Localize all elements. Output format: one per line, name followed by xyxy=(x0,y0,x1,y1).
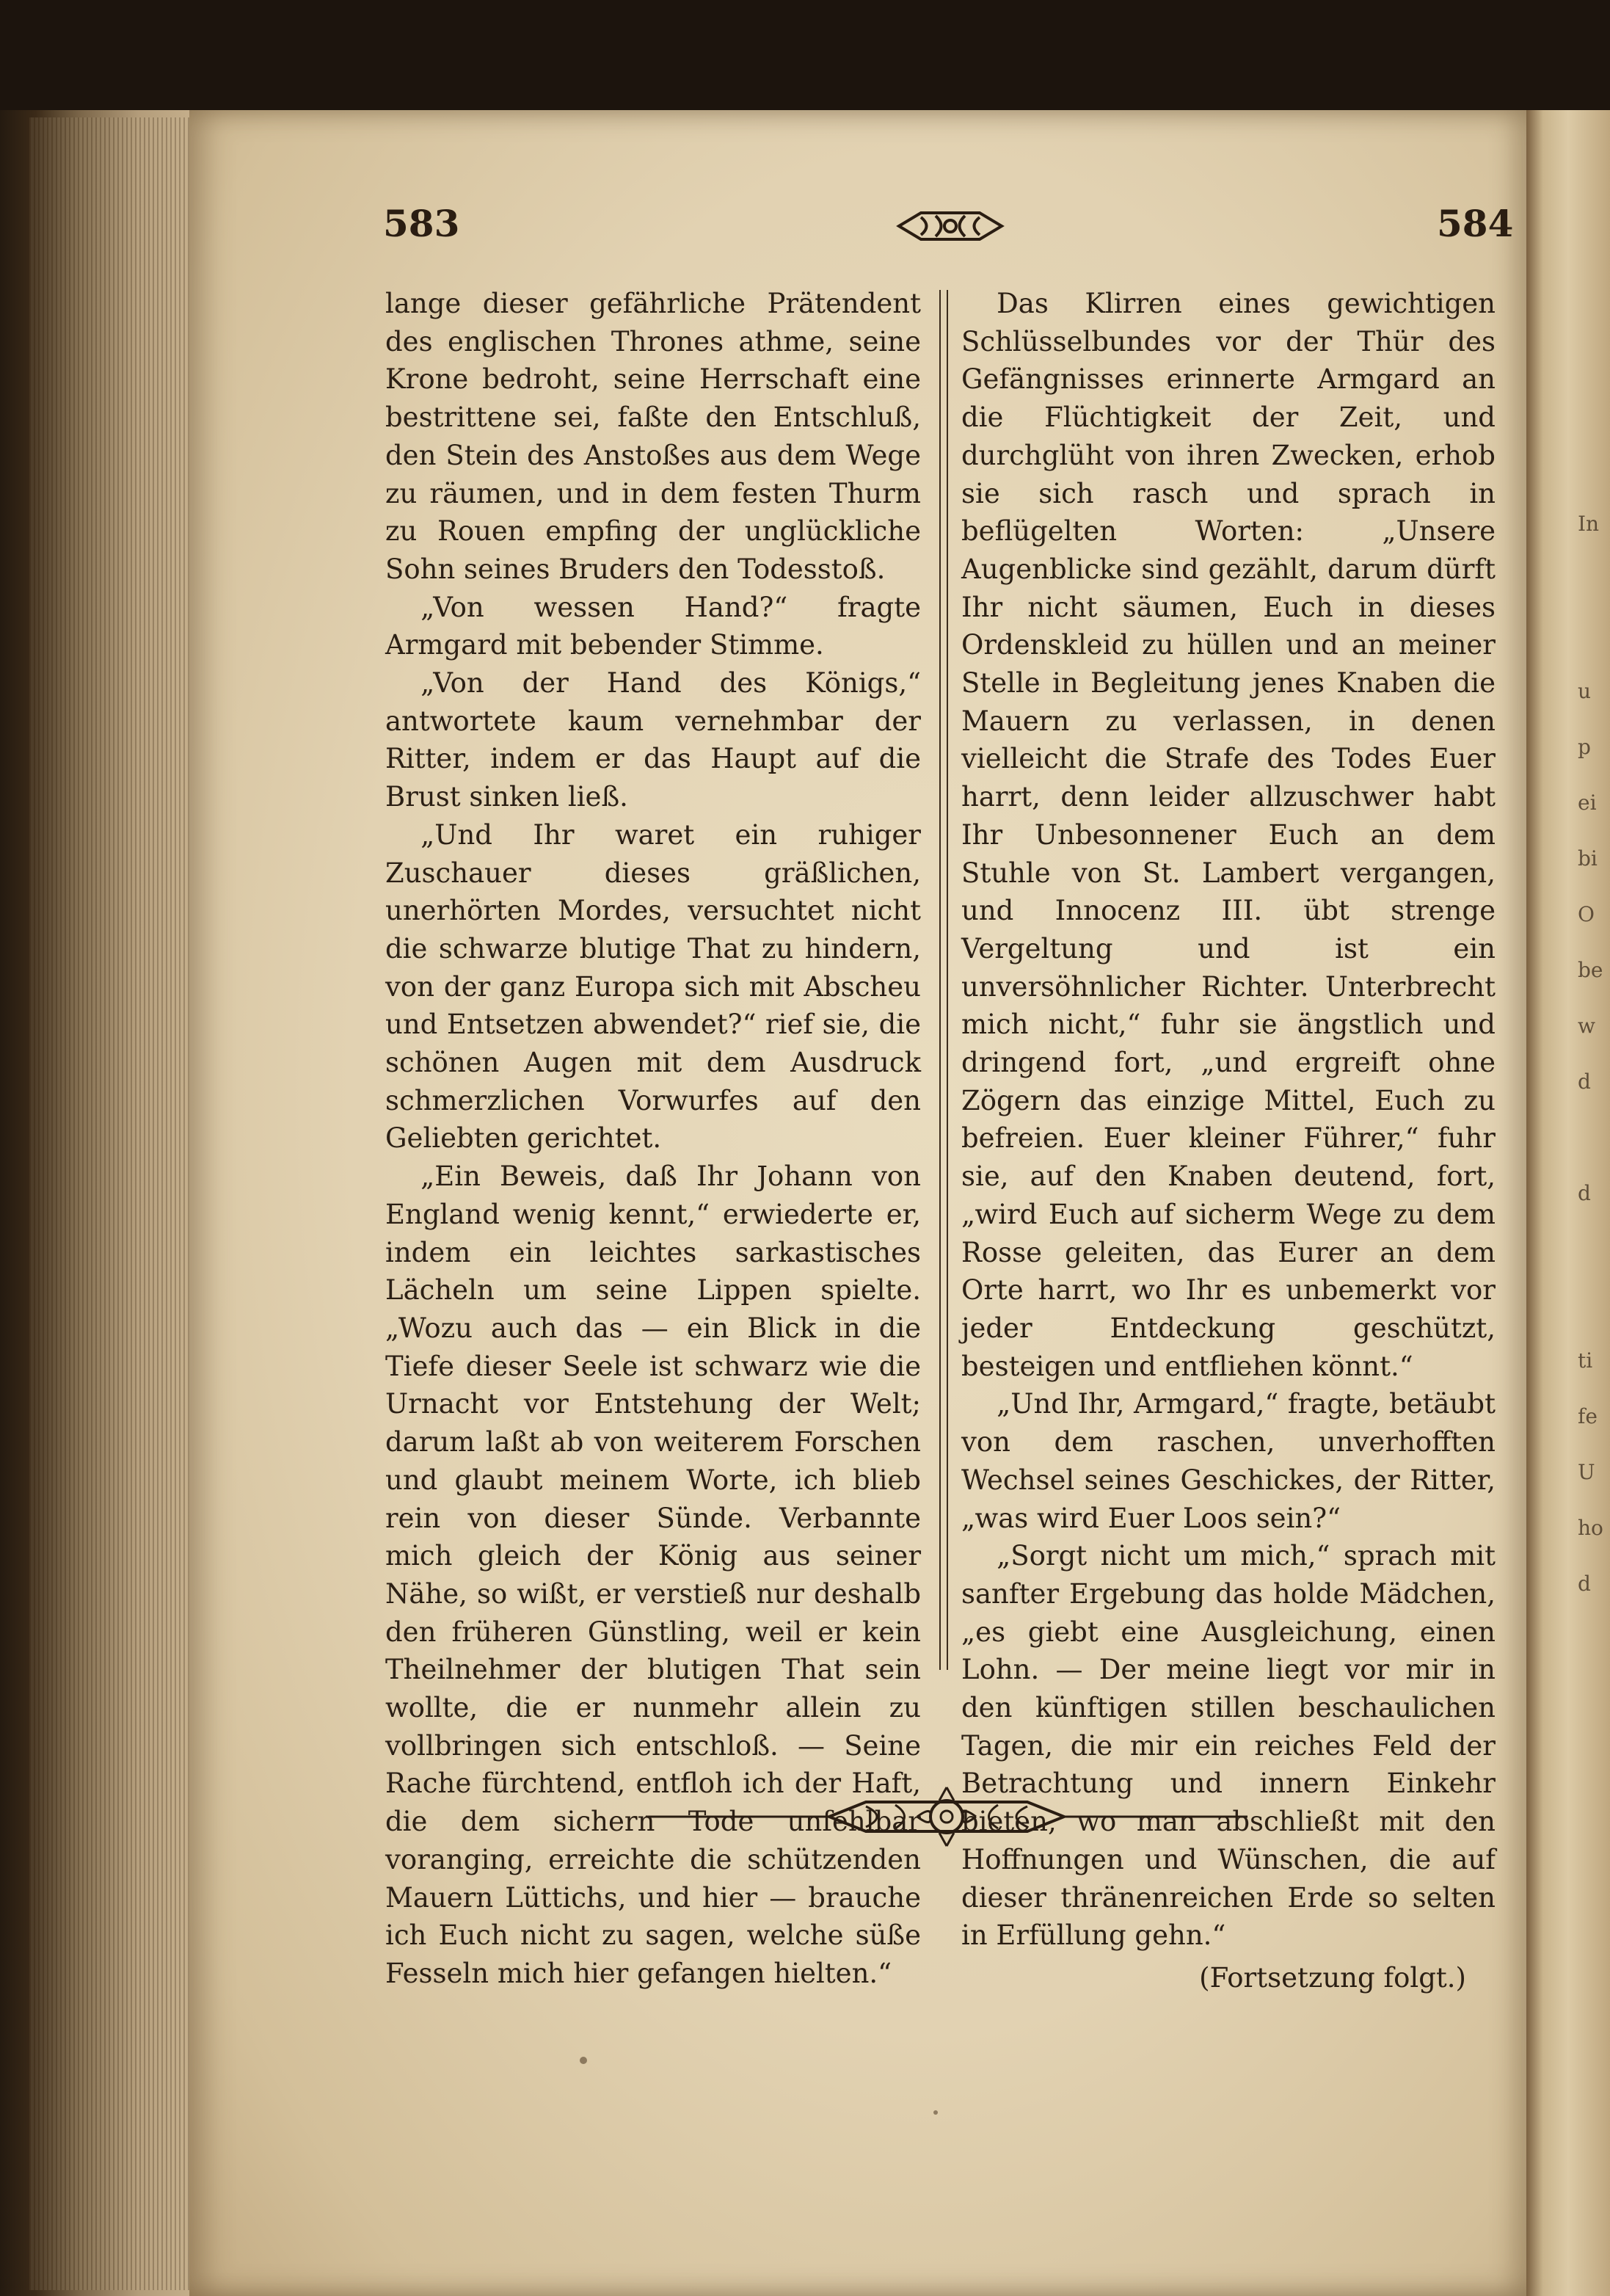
page-number-right: 584 xyxy=(1437,202,1514,245)
text-column-left xyxy=(385,285,921,1993)
ornament-icon xyxy=(892,207,1009,245)
facing-page-text-fragments: In u p ei bi O be w d d ti fe U ho d xyxy=(1578,512,1603,1596)
continuation-note: (Fortsetzung folgt.) xyxy=(1199,1961,1466,1994)
paragraph: „Und Ihr, Armgard,“ fragte, betäubt von dem raschen, unverhofften Wechsel seines Geschickes, der Ritter, „was wird Euer Loos sein?“ xyxy=(961,1388,1496,1534)
text-column-right xyxy=(961,285,1496,1997)
paragraph: „Von der Hand des Königs,“ antwortete kaum vernehmbar der Ritter, indem er das Haupt auf die Brust sinken ließ. xyxy=(385,667,921,813)
ink-spot xyxy=(933,2110,938,2115)
paragraph: lange dieser gefährliche Prätendent des englischen Thrones athme, seine Krone bedroht, seine Herrschaft eine bestrittene sei, faßte den Entschluß, den Stein des Anstoßes aus dem Wege zu räumen, und in dem festen Thurm zu Rouen empfing der unglückliche Sohn seines Bruders den Todesstoß. xyxy=(385,288,921,585)
page-number-left: 583 xyxy=(383,202,460,245)
ink-spot xyxy=(580,2057,587,2064)
vignette-ornament-icon xyxy=(646,1773,1247,1861)
column-divider xyxy=(939,290,948,1670)
paragraph: „Von wessen Hand?“ fragte Armgard mit bebender Stimme. xyxy=(385,591,921,661)
paragraph: „Sorgt nicht um mich,“ sprach mit sanfter Ergebung das holde Mädchen, „es giebt eine Ausgleichung, einen Lohn. — Der meine liegt vor mir in den künftigen stillen beschaulichen Tagen, die mir ein reiches Feld der Betrachtung und innern Einkehr bieten, wo man abschließt mit den Hoffnungen und Wünschen, die auf dieser thränenreichen Erde so selten in Erfüllung gehn.“ xyxy=(961,1540,1496,1952)
paragraph: „Ein Beweis, daß Ihr Johann von England wenig kennt,“ erwiederte er, indem ein leichtes sarkastisches Lächeln um seine Lippen spielte. „Wozu auch das — ein Blick in die Tiefe dieser Seele ist schwarz wie die Urnacht vor Entstehung der Welt; darum laßt ab von weiterem Forschen und glaubt meinem Worte, ich blieb rein von dieser Sünde. Verbannte mich gleich der König aus seiner Nähe, so wißt, er verstieß nur deshalb den früheren Günstling, weil er kein Theilnehmer der blutigen That sein wollte, die er nunmehr allein zu vollbringen sich entschloß. — Seine Rache fürchtend, entfloh ich der Haft, die dem sichern Tode unfehlbar voranging, erreichte die schützenden Mauern Lüttichs, und hier — brauche ich Euch nicht zu sagen, welche süße Fesseln mich hier gefangen hielten.“ xyxy=(385,1160,921,1989)
page-stack-edge xyxy=(29,117,198,2290)
paragraph: „Und Ihr waret ein ruhiger Zuschauer dieses gräßlichen, unerhörten Mordes, versuchtet nicht die schwarze blutige That zu hindern, von der ganz Europa sich mit Abscheu und Entsetzen abwendet?“ rief sie, die schönen Augen mit dem Ausdruck schmerzlichen Vorwurfes auf den Geliebten gerichtet. xyxy=(385,818,921,1155)
paragraph: Das Klirren eines gewichtigen Schlüsselbundes vor der Thür des Gefängnisses erinnerte Armgard an die Flüchtigkeit der Zeit, und durchglüht von ihren Zwecken, erhob sie sich rasch und sprach in beflügelten Worten: „Unsere Augenblicke sind gezählt, darum dürft Ihr nicht säumen, Euch in dieses Ordenskleid zu hüllen und an meiner Stelle in Begleitung jenes Knaben die Mauern zu verlassen, in denen vielleicht die Strafe des Todes Euer harrt, denn leider allzuschwer habt Ihr Unbesonnener Euch an dem Stuhle von St. Lambert vergangen, und Innocenz III. übt strenge Vergeltung und ist ein unversöhnlicher Richter. Unterbrecht mich nicht,“ fuhr sie ängstlich und dringend fort, „und ergreift ohne Zögern das einzige Mittel, Euch zu befreien. Euer kleiner Führer,“ fuhr sie, auf den Knaben deutend, fort, „wird Euch auf sicherm Wege zu dem Rosse geleiten, das Eurer an dem Orte harrt, wo Ihr es unbemerkt vor jeder Entdeckung geschützt, besteigen und entfliehen könnt.“ xyxy=(961,288,1496,1382)
